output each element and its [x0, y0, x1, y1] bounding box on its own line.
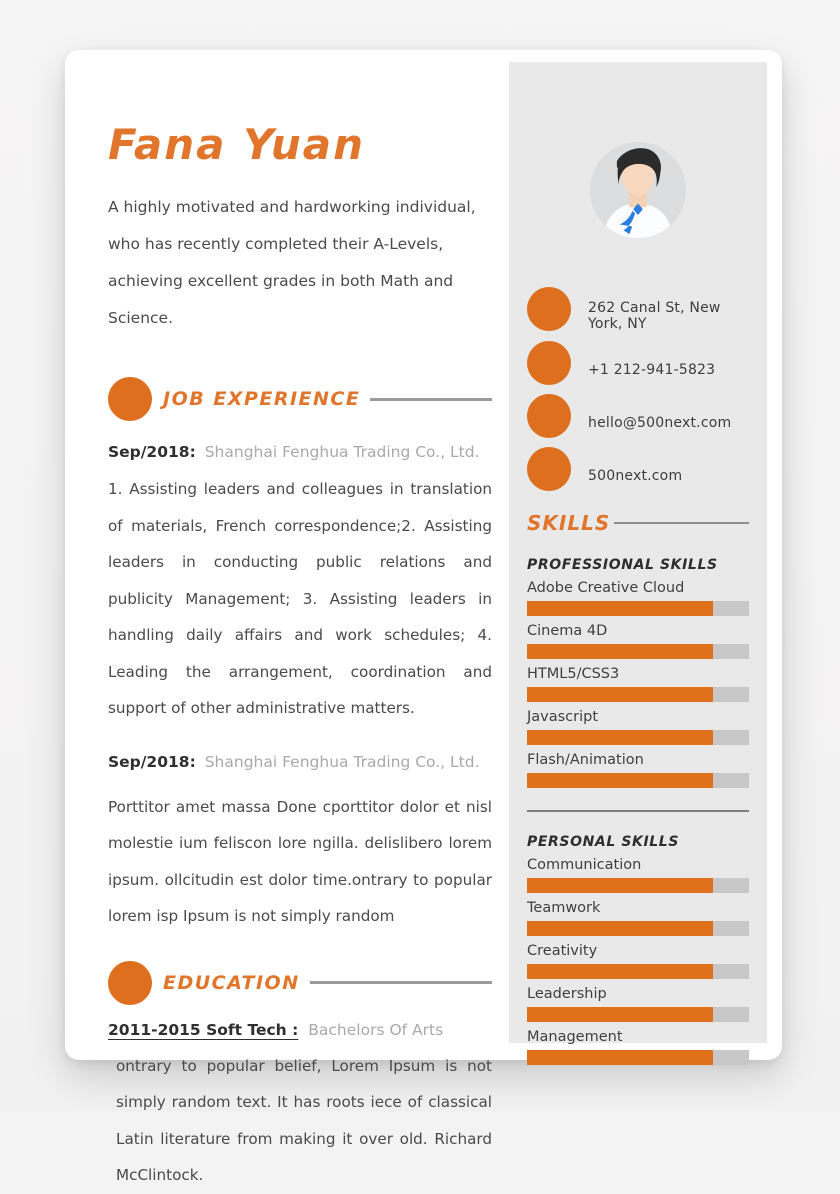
skill-bar-fill [527, 1007, 713, 1022]
job-experience-heading [108, 377, 492, 421]
section-bullet-icon [108, 961, 152, 1005]
skill-bar-fill [527, 878, 713, 893]
skill-item [527, 580, 749, 616]
skill-bar-fill [527, 687, 713, 702]
contact-row-email [527, 394, 749, 438]
email-icon [527, 394, 571, 438]
job-experience-title: JOB EXPERIENCE [163, 388, 361, 410]
contact-row-website [527, 447, 749, 491]
location-icon [527, 287, 571, 331]
skill-bar [527, 921, 749, 936]
heading-rule [310, 981, 492, 984]
skill-bar [527, 644, 749, 659]
skill-bar [527, 601, 749, 616]
job-entry-date: Sep/2018: [108, 443, 196, 461]
avatar [590, 142, 686, 238]
skill-bar [527, 1050, 749, 1065]
skill-item [527, 623, 749, 659]
main-column [108, 50, 492, 1194]
contact-row-phone [527, 341, 749, 385]
skill-label: Teamwork [527, 900, 601, 916]
profile-photo-icon [590, 142, 686, 238]
skill-bar-fill [527, 773, 713, 788]
skill-bar-fill [527, 921, 713, 936]
contact-website[interactable]: 500next.com [588, 468, 683, 484]
skill-bar [527, 687, 749, 702]
profile-summary: A highly motivated and hardworking individual, who has recently completed their A-Levels, achieving excellent grades in both Math and Science. [108, 198, 476, 327]
phone-icon [527, 341, 571, 385]
skill-bar-fill [527, 730, 713, 745]
skill-label: HTML5/CSS3 [527, 666, 620, 682]
contact-phone[interactable]: +1 212-941-5823 [588, 362, 716, 378]
skills-group-divider [527, 810, 749, 812]
heading-rule [614, 522, 749, 524]
job-entry-description: 1. Assisting leaders and colleagues in translation of materials, French correspondence;2. Assisting leaders in conducting public relations and publicity Management; 3. Assisting leaders in handling daily affairs and work schedules; 4. Leading the arrangement, coordination and support of other administrative matters. [108, 480, 492, 717]
skill-label: Management [527, 1029, 623, 1045]
skill-label: Flash/Animation [527, 752, 644, 768]
skill-label: Cinema 4D [527, 623, 608, 639]
heading-rule [370, 398, 492, 401]
skills-title: SKILLS [527, 511, 611, 535]
skill-label: Communication [527, 857, 642, 873]
job-entry-head [108, 443, 492, 461]
skill-label: Creativity [527, 943, 598, 959]
website-icon [527, 447, 571, 491]
contact-row-address [527, 286, 749, 332]
education-period-school: 2011-2015 Soft Tech : [108, 1020, 299, 1039]
candidate-name: Fana Yuan [108, 120, 366, 169]
skill-bar-fill [527, 1050, 713, 1065]
resume-card [65, 50, 782, 1184]
skill-label: Adobe Creative Cloud [527, 580, 685, 596]
skill-item [527, 666, 749, 702]
skill-bar [527, 730, 749, 745]
skill-item [527, 709, 749, 745]
skill-item [527, 986, 749, 1022]
skill-bar-fill [527, 964, 713, 979]
education-entry-head [108, 1021, 492, 1039]
job-entry [108, 753, 492, 935]
personal-skills-heading: PERSONAL SKILLS [527, 834, 680, 850]
contact-email[interactable]: hello@500next.com [588, 415, 732, 431]
job-entry-description: Porttitor amet massa Done cporttitor dolor et nisl molestie ium feliscon lore ngilla. delislibero lorem ipsum. ollcitudin est dolor time.ontrary to popular lorem isp Ipsum is not simply random [108, 797, 492, 925]
skill-bar [527, 1007, 749, 1022]
job-entry-head [108, 753, 492, 771]
skill-item [527, 752, 749, 788]
education-heading [108, 961, 492, 1005]
sidebar [509, 62, 767, 1043]
section-bullet-icon [108, 377, 152, 421]
job-entry-company: Shanghai Fenghua Trading Co., Ltd. [204, 752, 480, 771]
skill-item [527, 900, 749, 936]
skill-label: Leadership [527, 986, 607, 1002]
skill-bar [527, 964, 749, 979]
skill-bar [527, 773, 749, 788]
skill-item [527, 943, 749, 979]
job-entry [108, 443, 492, 727]
skills-heading [527, 511, 749, 535]
job-entry-company: Shanghai Fenghua Trading Co., Ltd. [204, 443, 480, 461]
education-description: ontrary to popular belief, Lorem Ipsum is not simply random text. It has roots iece of classical Latin literature from making it over old. Richard McClintock. [116, 1056, 492, 1184]
contact-address: 262 Canal St, New York, NY [588, 300, 721, 332]
education-title: EDUCATION [163, 971, 300, 994]
skill-item [527, 857, 749, 893]
skill-item [527, 1029, 749, 1065]
skill-bar-fill [527, 601, 713, 616]
skill-label: Javascript [527, 709, 599, 725]
education-degree: Bachelors Of Arts [308, 1020, 444, 1039]
skill-bar [527, 878, 749, 893]
skill-bar-fill [527, 644, 713, 659]
professional-skills-heading: PROFESSIONAL SKILLS [527, 557, 718, 573]
contact-list [527, 286, 749, 491]
job-entry-date: Sep/2018: [108, 752, 196, 771]
